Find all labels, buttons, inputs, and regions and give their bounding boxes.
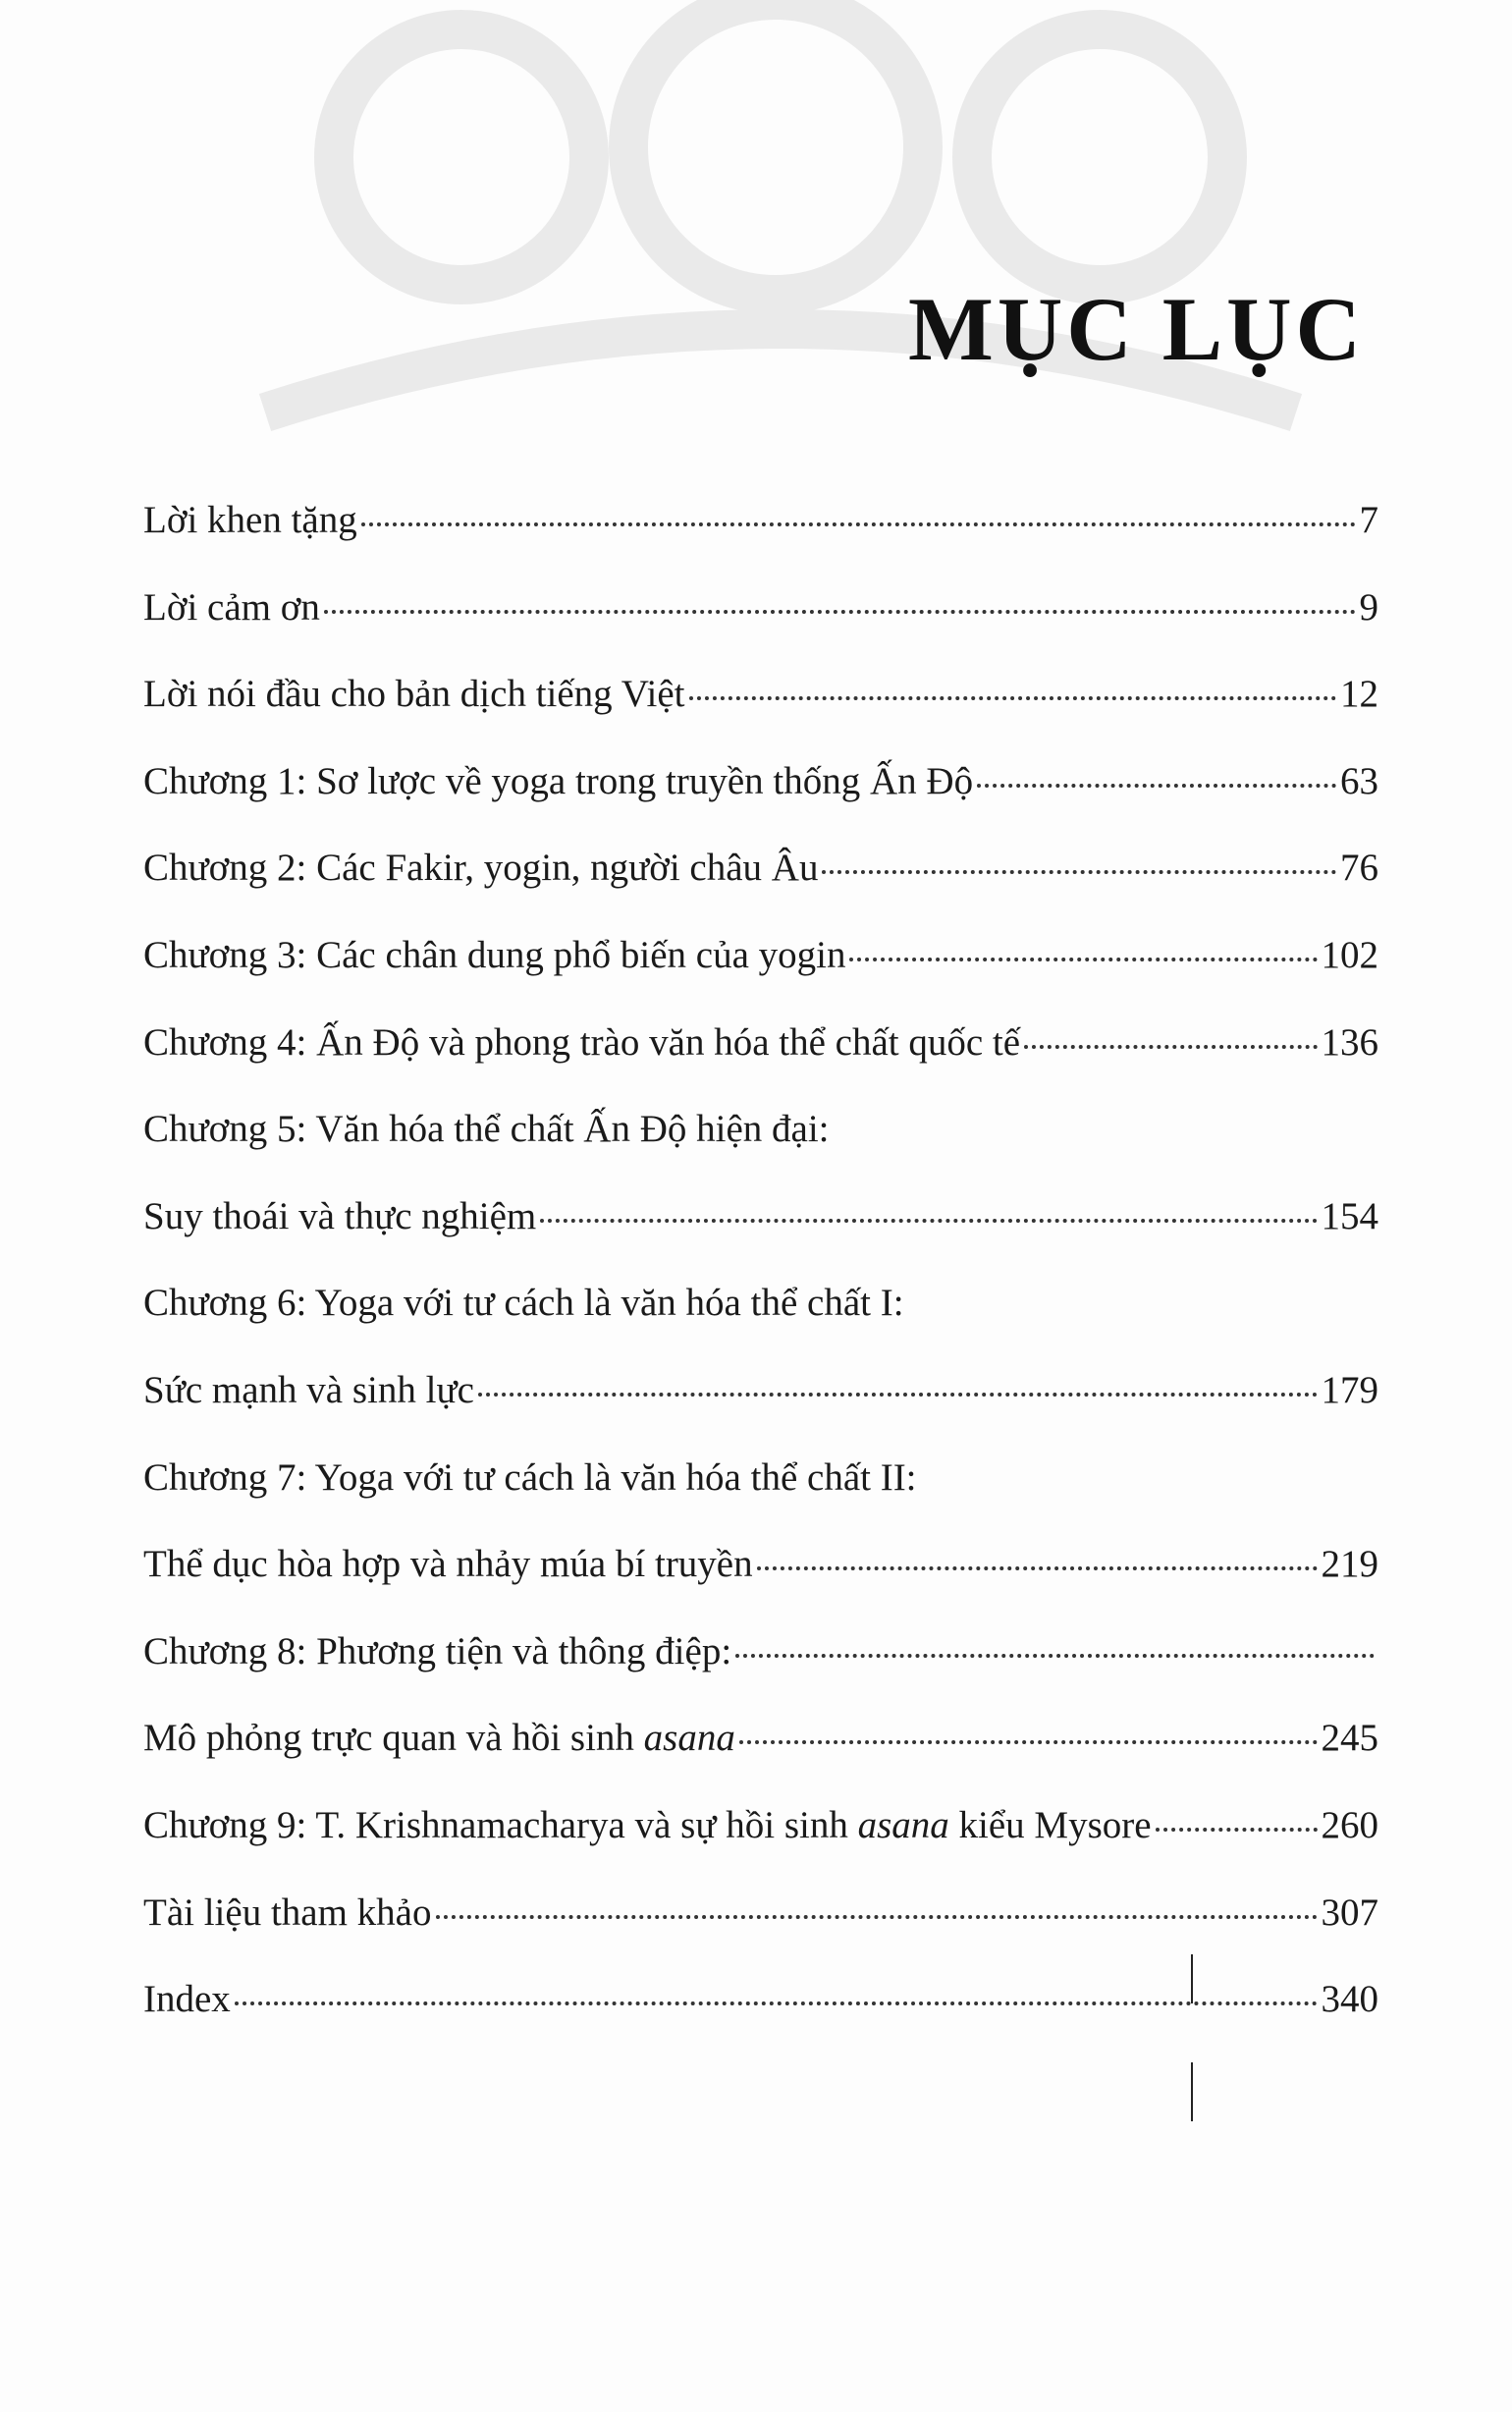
label-text: Sức mạnh và sinh lực bbox=[143, 1368, 474, 1411]
toc-entry-label bbox=[143, 578, 320, 637]
dot-leader bbox=[977, 784, 1336, 788]
toc-entry-label bbox=[143, 1622, 731, 1681]
toc-entry[interactable] bbox=[143, 665, 1378, 752]
margin-mark bbox=[1191, 2062, 1193, 2121]
toc-entry[interactable] bbox=[143, 1709, 1378, 1796]
toc-entry-label bbox=[143, 665, 685, 724]
toc-page-number: 340 bbox=[1321, 1978, 1378, 2021]
dot-leader bbox=[739, 1740, 1318, 1744]
table-of-contents bbox=[143, 491, 1378, 2057]
toc-page-number: 219 bbox=[1321, 1543, 1378, 1586]
label-text: Chương 9: T. Krishnamacharya và sự hồi sinh bbox=[143, 1803, 848, 1846]
dot-leader bbox=[757, 1566, 1318, 1570]
label-text: Lời cảm ơn bbox=[143, 585, 320, 629]
dot-leader bbox=[1024, 1045, 1317, 1049]
label-text: Chương 7: Yoga với tư cách là văn hóa thể chất II: bbox=[143, 1455, 917, 1499]
toc-entry[interactable] bbox=[143, 926, 1378, 1014]
toc-page-number: 12 bbox=[1340, 673, 1378, 716]
label-text: Chương 3: Các chân dung phổ biến của yogin bbox=[143, 933, 846, 976]
toc-entry[interactable] bbox=[143, 1796, 1378, 1884]
toc-page-number: 136 bbox=[1321, 1020, 1378, 1064]
dot-leader bbox=[689, 696, 1336, 700]
label-text: Thể dục hòa hợp và nhảy múa bí truyền bbox=[143, 1543, 753, 1586]
toc-entry-label bbox=[143, 1187, 536, 1246]
label-text: Chương 1: Sơ lược về yoga trong truyền thống Ấn Độ bbox=[143, 759, 974, 802]
page-title: MỤC LỤC bbox=[908, 279, 1365, 379]
dot-leader bbox=[735, 1654, 1375, 1658]
toc-entry-label bbox=[143, 491, 357, 550]
toc-page-number: 102 bbox=[1321, 933, 1378, 976]
toc-entry-label bbox=[143, 1361, 474, 1420]
toc-entry-label bbox=[143, 839, 818, 898]
toc-entry-label bbox=[143, 752, 973, 811]
toc-entry[interactable] bbox=[143, 491, 1378, 578]
toc-page-number: 245 bbox=[1321, 1717, 1378, 1760]
label-text: Chương 4: Ấn Độ và phong trào văn hóa thể chất quốc tế bbox=[143, 1020, 1021, 1064]
toc-entry[interactable] bbox=[143, 1449, 1378, 1536]
label-text: Index bbox=[143, 1978, 231, 2021]
toc-entry[interactable] bbox=[143, 1535, 1378, 1622]
toc-page-number: 76 bbox=[1340, 847, 1378, 890]
decorative-ornament bbox=[167, 0, 1394, 462]
toc-entry[interactable] bbox=[143, 752, 1378, 840]
label-text: Lời nói đầu cho bản dịch tiếng Việt bbox=[143, 673, 685, 716]
toc-entry-label bbox=[143, 1100, 830, 1159]
toc-page-number: 154 bbox=[1321, 1194, 1378, 1237]
label-text-suffix: kiểu Mysore bbox=[958, 1803, 1152, 1846]
toc-entry[interactable] bbox=[143, 1622, 1378, 1710]
toc-entry-label bbox=[143, 926, 845, 985]
dot-leader bbox=[540, 1219, 1317, 1223]
toc-entry[interactable] bbox=[143, 1100, 1378, 1187]
dot-leader bbox=[822, 870, 1336, 874]
toc-entry-label bbox=[143, 1884, 432, 1943]
label-text: Chương 8: Phương tiện và thông điệp: bbox=[143, 1629, 732, 1672]
toc-entry[interactable] bbox=[143, 1187, 1378, 1275]
label-italic-term: asana bbox=[643, 1717, 735, 1760]
toc-entry-label bbox=[143, 1449, 917, 1508]
toc-entry[interactable] bbox=[143, 1884, 1378, 1971]
dot-leader bbox=[361, 522, 1356, 526]
dot-leader bbox=[436, 1915, 1318, 1919]
toc-page-number: 9 bbox=[1359, 585, 1378, 629]
dot-leader bbox=[478, 1393, 1318, 1397]
dot-leader bbox=[1156, 1828, 1318, 1832]
margin-mark bbox=[1191, 1954, 1193, 2003]
label-text: Chương 5: Văn hóa thể chất Ấn Độ hiện đại: bbox=[143, 1108, 830, 1151]
label-text: Tài liệu tham khảo bbox=[143, 1891, 432, 1934]
toc-page-number: 307 bbox=[1321, 1891, 1378, 1934]
toc-entry-label bbox=[143, 1709, 735, 1768]
toc-entry-label bbox=[143, 1970, 231, 2029]
label-text: Mô phỏng trực quan và hồi sinh bbox=[143, 1717, 634, 1760]
label-text: Suy thoái và thực nghiệm bbox=[143, 1194, 537, 1237]
toc-entry-label bbox=[143, 1014, 1020, 1072]
toc-entry[interactable] bbox=[143, 1970, 1378, 2057]
dot-leader bbox=[324, 610, 1356, 614]
toc-entry[interactable] bbox=[143, 1361, 1378, 1449]
toc-entry[interactable] bbox=[143, 1274, 1378, 1361]
dot-leader bbox=[235, 2001, 1318, 2005]
toc-entry-label bbox=[143, 1274, 904, 1333]
dot-leader bbox=[849, 958, 1317, 961]
toc-entry[interactable] bbox=[143, 1014, 1378, 1101]
toc-entry-label bbox=[143, 1535, 753, 1594]
label-italic-term: asana bbox=[857, 1803, 949, 1846]
toc-page-number: 260 bbox=[1321, 1803, 1378, 1846]
toc-entry[interactable] bbox=[143, 578, 1378, 666]
toc-page-number: 179 bbox=[1321, 1368, 1378, 1411]
label-text: Lời khen tặng bbox=[143, 499, 357, 541]
toc-page-number: 63 bbox=[1340, 759, 1378, 802]
toc-entry[interactable] bbox=[143, 839, 1378, 926]
label-text: Chương 2: Các Fakir, yogin, người châu Âu bbox=[143, 847, 819, 890]
toc-page-number: 7 bbox=[1359, 499, 1378, 541]
toc-entry-label bbox=[143, 1796, 1152, 1855]
label-text: Chương 6: Yoga với tư cách là văn hóa thể chất I: bbox=[143, 1282, 904, 1325]
